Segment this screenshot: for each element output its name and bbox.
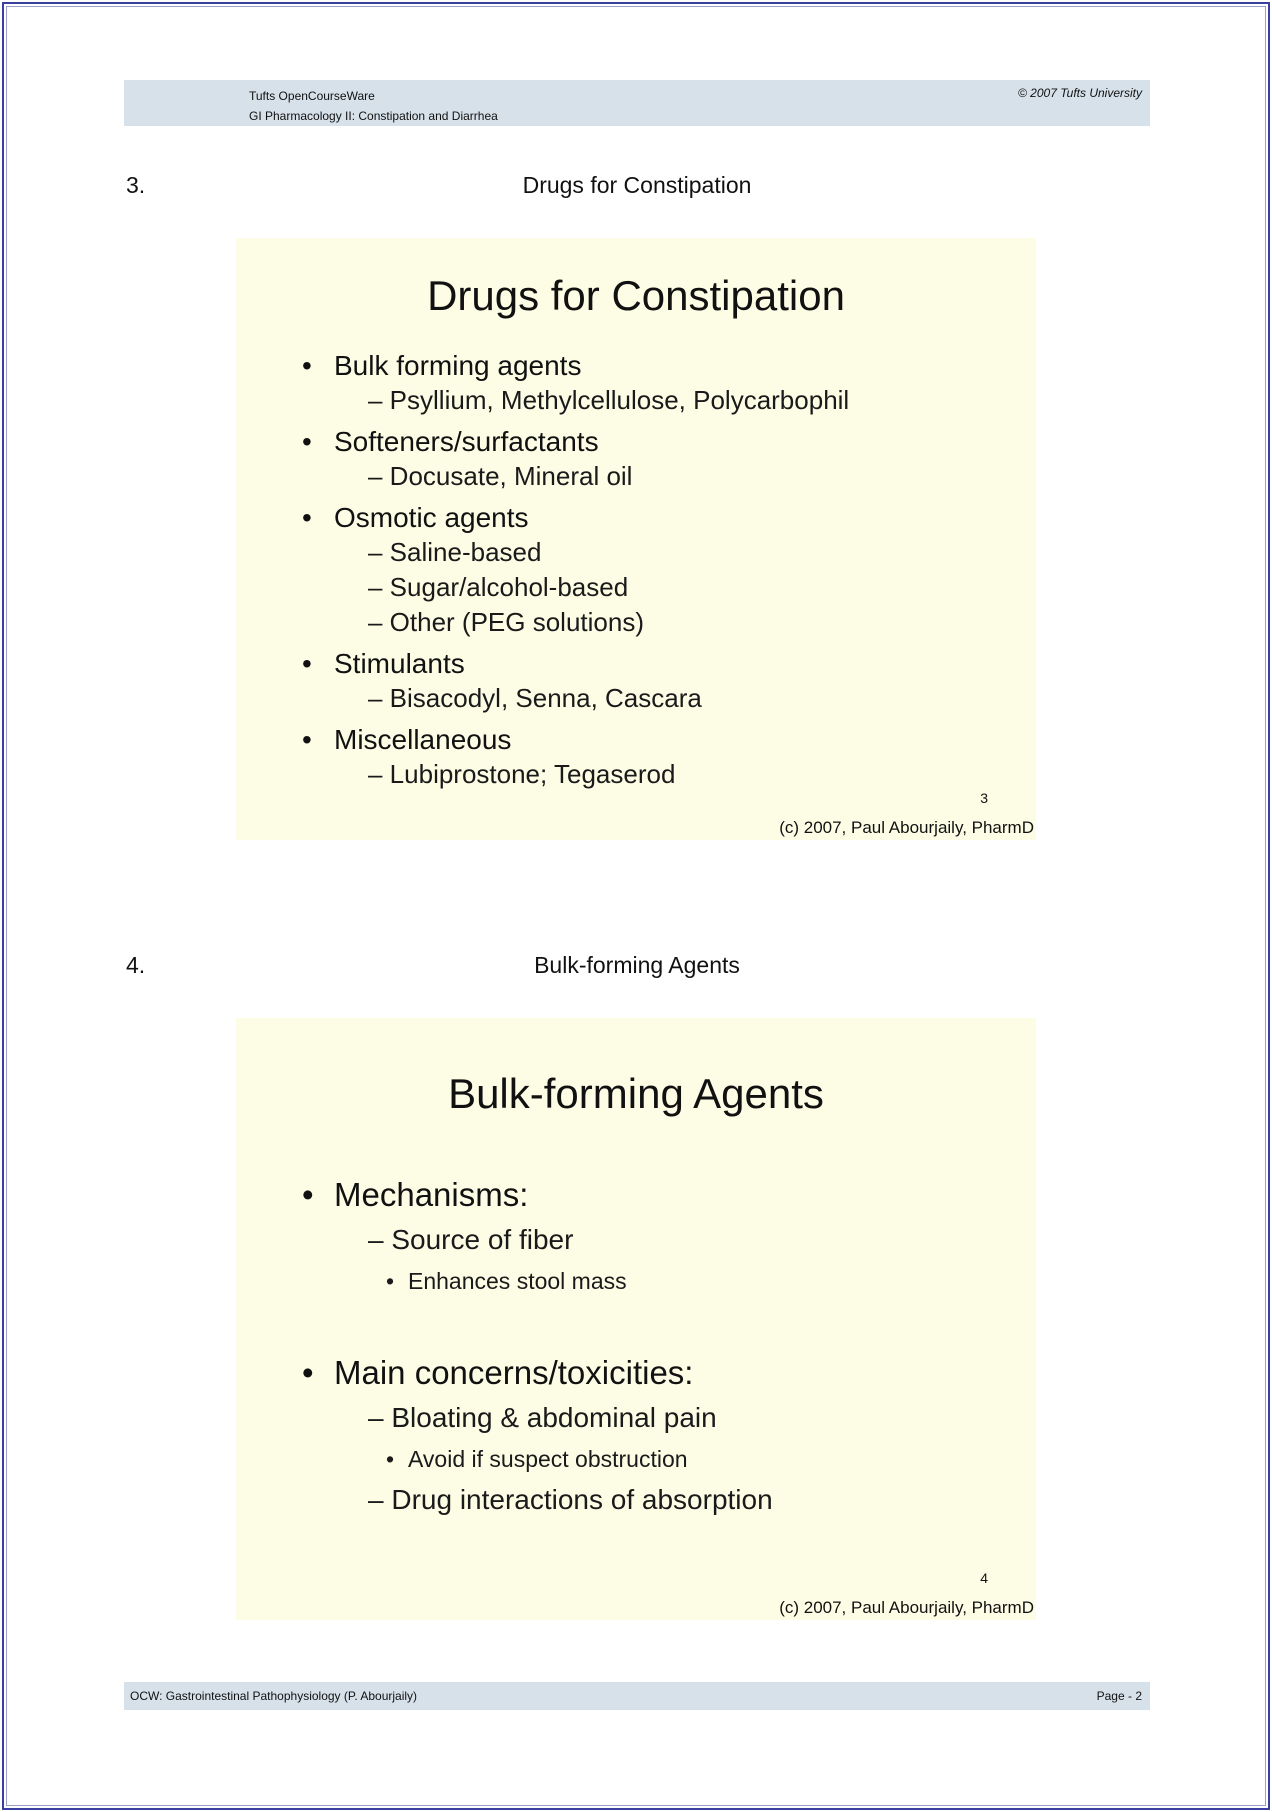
footer-course: OCW: Gastrointestinal Pathophysiology (P. Abourjaily) xyxy=(130,1689,418,1703)
slide-page-number: 3 xyxy=(980,790,988,806)
slide-bullet-list xyxy=(302,348,849,792)
sub-bullet-item: – Docusate, Mineral oil xyxy=(368,461,633,491)
sub-bullet-item: – Saline-based xyxy=(368,537,542,567)
section-number: 3. xyxy=(126,172,146,198)
slide-page-number: 4 xyxy=(980,1570,988,1586)
sub-bullet-item: – Sugar/alcohol-based xyxy=(368,572,629,602)
slide-copyright: (c) 2007, Paul Abourjaily, PharmD xyxy=(779,1598,1034,1617)
page-footer xyxy=(124,1682,1150,1710)
slide-drugs-for-constipation xyxy=(236,238,1036,840)
section-number: 4. xyxy=(126,952,146,978)
sub-sub-bullet-item: • Avoid if suspect obstruction xyxy=(302,1440,773,1478)
bullet-item: • Softeners/surfactants xyxy=(302,424,849,459)
section-heading-4 xyxy=(124,952,1150,982)
slide-bulk-forming-agents xyxy=(236,1018,1036,1620)
footer-page-number: Page - 2 xyxy=(1096,1689,1142,1703)
bullet-item: • Osmotic agents xyxy=(302,500,849,535)
header-org: Tufts OpenCourseWare xyxy=(249,89,375,103)
sub-bullet-item: – Other (PEG solutions) xyxy=(368,607,644,637)
header-left xyxy=(249,86,498,126)
page-header xyxy=(124,80,1150,126)
slide-bullet-list xyxy=(302,1172,773,1522)
bullet-item: • Stimulants xyxy=(302,646,849,681)
section-title: Drugs for Constipation xyxy=(522,172,752,198)
bullet-item: • Bulk forming agents xyxy=(302,348,849,383)
bullet-item: • Main concerns/toxicities: xyxy=(302,1350,773,1396)
header-copyright: © 2007 Tufts University xyxy=(1018,86,1142,100)
sub-sub-bullet-item: • Enhances stool mass xyxy=(302,1262,773,1300)
bullet-item: • Mechanisms: xyxy=(302,1172,773,1218)
slide-title: Drugs for Constipation xyxy=(427,272,845,319)
header-course: GI Pharmacology II: Constipation and Diarrhea xyxy=(249,109,498,123)
sub-bullet-item: – Psyllium, Methylcellulose, Polycarbophil xyxy=(368,385,850,415)
sub-bullet-item: – Bisacodyl, Senna, Cascara xyxy=(368,683,702,713)
bullet-item: • Miscellaneous xyxy=(302,722,849,757)
section-title: Bulk-forming Agents xyxy=(534,952,740,978)
sub-bullet-item: – Lubiprostone; Tegaserod xyxy=(368,759,676,789)
sub-bullet-item: – Bloating & abdominal pain xyxy=(368,1402,717,1433)
slide-copyright: (c) 2007, Paul Abourjaily, PharmD xyxy=(779,818,1034,837)
section-heading-3 xyxy=(124,172,1150,202)
sub-bullet-item: – Source of fiber xyxy=(368,1224,574,1255)
sub-bullet-item: – Drug interactions of absorption xyxy=(368,1484,773,1515)
slide-title: Bulk-forming Agents xyxy=(448,1070,824,1117)
